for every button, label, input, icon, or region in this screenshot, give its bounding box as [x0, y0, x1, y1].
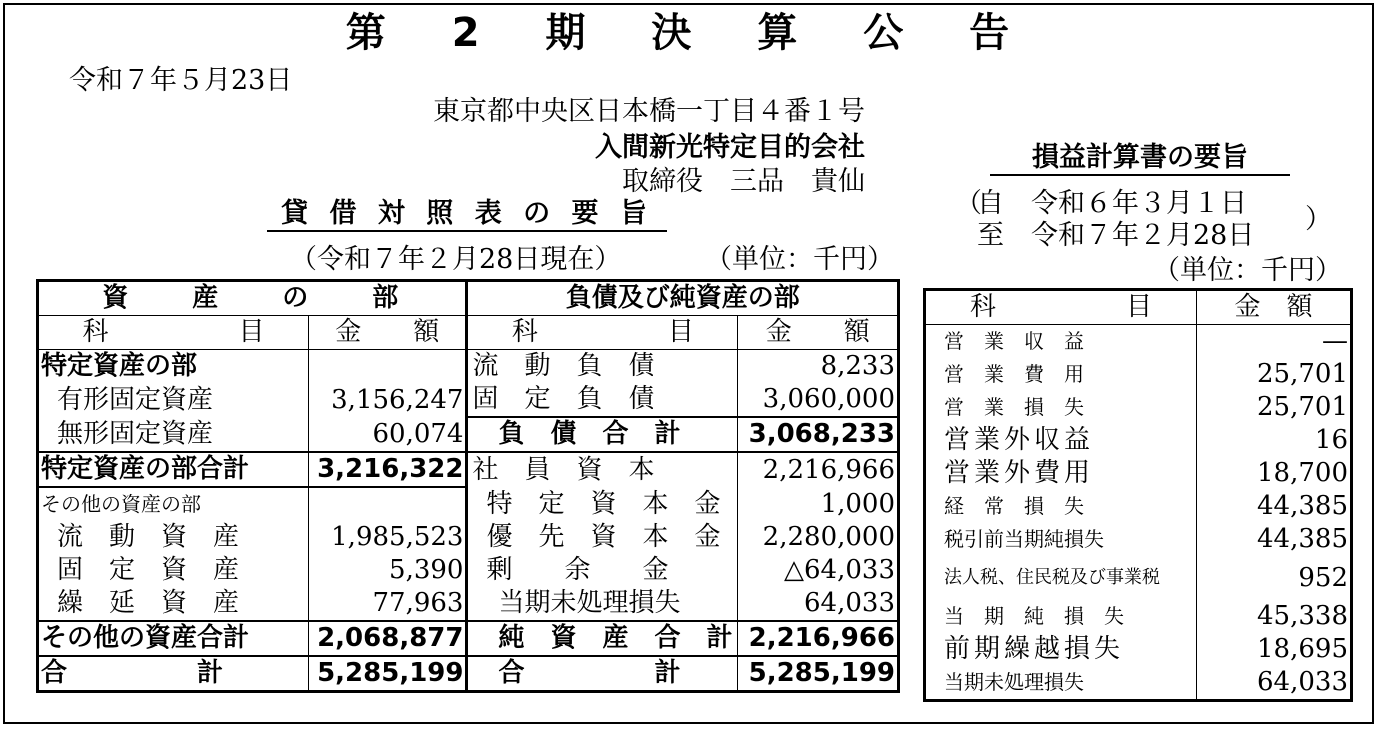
liability-item-amount: 5,285,199	[738, 656, 899, 692]
liability-item-amount: 8,233	[820, 351, 895, 381]
pl-row	[925, 325, 1352, 359]
pl-item-amount: —	[1322, 326, 1348, 356]
income-statement-table	[923, 288, 1353, 702]
bs-row	[38, 587, 899, 621]
liability-item-amount: 3,060,000	[762, 384, 895, 414]
pl-item-label: 前期繰越損失	[925, 633, 1197, 666]
asset-item-amount: 77,963	[308, 587, 467, 621]
pl-row	[925, 358, 1352, 391]
liability-item-label: 合 計	[467, 656, 738, 692]
pl-column-header-row	[925, 290, 1352, 325]
bs-row	[38, 554, 899, 587]
pl-item-amount: 18,700	[1257, 458, 1348, 488]
pl-row	[925, 556, 1352, 600]
pl-item-label: 営 業 費 用	[925, 358, 1197, 391]
bs-row	[38, 487, 899, 521]
pl-item-amount: 44,385	[1257, 524, 1348, 554]
liab-col-item: 科 目	[467, 316, 738, 350]
liability-item-amount: 2,216,966	[738, 621, 899, 656]
liability-item-label: 純 資 産 合 計	[467, 621, 738, 656]
asset-item-amount: 3,156,247	[308, 383, 467, 417]
pl-row	[925, 633, 1352, 666]
asset-item-label: 流 動 資 産	[38, 521, 309, 554]
pl-item-amount: 18,695	[1257, 634, 1348, 664]
pl-item-amount: 64,033	[1257, 667, 1348, 697]
liability-item-amount: △64,033	[784, 555, 895, 585]
bs-unit: （単位：千円）	[705, 244, 894, 275]
asset-item-amount: 3,216,322	[308, 452, 467, 487]
pl-period-open-paren: （	[955, 188, 982, 219]
asset-item-label: 固 定 資 産	[38, 554, 309, 587]
notice-date: 令和７年５月23日	[69, 65, 293, 96]
liability-item-label: 社 員 資 本	[467, 452, 738, 487]
liability-item-label: 流 動 負 債	[467, 350, 738, 384]
pl-item-amount: 45,338	[1257, 601, 1348, 631]
bs-row	[38, 383, 899, 417]
asset-item-amount	[308, 487, 467, 521]
bs-row	[38, 521, 899, 554]
liability-item-amount: 2,216,966	[762, 454, 895, 485]
asset-item-amount	[308, 350, 467, 384]
pl-item-label: 当 期 純 損 失	[925, 600, 1197, 633]
asset-item-label: その他の資産合計	[38, 621, 309, 656]
pl-item-amount: 25,701	[1257, 359, 1348, 389]
asset-item-amount: 1,985,523	[308, 521, 467, 554]
pl-period-close-paren: ）	[1305, 204, 1332, 235]
asset-item-label: 無形固定資産	[38, 417, 309, 452]
pl-row	[925, 457, 1352, 490]
company-name: 入間新光特定目的会社	[595, 132, 865, 163]
pl-row	[925, 424, 1352, 457]
pl-period-from: 自 令和６年３月１日	[977, 188, 1247, 219]
bs-row	[38, 621, 899, 656]
asset-item-amount: 60,074	[308, 417, 467, 452]
liabilities-section-header: 負債及び純資産の部	[467, 281, 899, 316]
pl-col-item: 科 目	[925, 290, 1197, 325]
pl-item-label: 営業外費用	[925, 457, 1197, 490]
pl-item-amount: 25,701	[1257, 392, 1348, 422]
liability-item-label: 優 先 資 本 金	[467, 521, 738, 554]
liability-item-amount: 2,280,000	[762, 522, 895, 552]
bs-row	[38, 656, 899, 692]
bs-as-of: （令和７年２月28日現在）	[290, 244, 622, 275]
liability-item-label: 負 債 合 計	[467, 417, 738, 452]
assets-section-header: 資 産 の 部	[38, 281, 467, 316]
pl-item-label: 経 常 損 失	[925, 490, 1197, 523]
asset-item-amount: 2,068,877	[308, 621, 467, 656]
liability-item-label: 剰 余 金	[467, 554, 738, 587]
liability-item-label: 固 定 負 債	[467, 383, 738, 417]
bs-row	[38, 350, 899, 384]
notice-title: 第 2 期 決 算 公 告	[345, 10, 1036, 56]
liability-item-amount: 3,068,233	[738, 417, 899, 452]
pl-row	[925, 391, 1352, 424]
pl-row	[925, 490, 1352, 523]
company-address: 東京都中央区日本橋一丁目４番１号	[433, 96, 865, 127]
bs-heading: 貸 借 対 照 表 の 要 旨	[267, 198, 667, 232]
asset-item-amount: 5,285,199	[308, 656, 467, 692]
pl-period-to: 至 令和７年２月28日	[977, 220, 1255, 251]
bs-header-row	[38, 281, 899, 316]
pl-row	[925, 523, 1352, 556]
pl-item-label: 当期未処理損失	[925, 666, 1197, 701]
bs-row	[38, 452, 899, 487]
pl-item-amount: 16	[1314, 425, 1348, 455]
asset-item-label: 特定資産の部	[38, 350, 309, 384]
pl-row	[925, 666, 1352, 701]
director-name: 取締役 三品 貴仙	[622, 166, 865, 197]
asset-item-label: 繰 延 資 産	[38, 587, 309, 621]
liab-col-amount: 金 額	[738, 316, 899, 350]
pl-item-amount: 952	[1298, 562, 1348, 593]
liability-item-amount: 1,000	[820, 488, 895, 519]
pl-item-label: 税引前当期純損失	[925, 523, 1197, 556]
assets-col-amount: 金 額	[308, 316, 467, 350]
notice-frame	[3, 3, 1374, 724]
asset-item-label: その他の資産の部	[38, 487, 309, 521]
bs-column-header-row	[38, 316, 899, 350]
asset-item-label: 特定資産の部合計	[38, 452, 309, 487]
bs-row	[38, 417, 899, 452]
liability-item-label: 当期未処理損失	[467, 587, 738, 621]
pl-row	[925, 600, 1352, 633]
balance-sheet-table	[36, 279, 900, 693]
pl-heading: 損益計算書の要旨	[990, 142, 1290, 176]
assets-col-item: 科 目	[38, 316, 309, 350]
pl-item-amount: 44,385	[1257, 491, 1348, 521]
asset-item-amount: 5,390	[308, 554, 467, 587]
pl-item-label: 営 業 損 失	[925, 391, 1197, 424]
pl-item-label: 法人税、住民税及び事業税	[925, 556, 1197, 600]
liability-item-label: 特 定 資 本 金	[467, 487, 738, 521]
asset-item-label: 有形固定資産	[38, 383, 309, 417]
asset-item-label: 合 計	[38, 656, 309, 692]
pl-item-label: 営 業 収 益	[925, 325, 1197, 359]
pl-item-label: 営業外収益	[925, 424, 1197, 457]
pl-col-amount: 金 額	[1196, 290, 1351, 325]
pl-unit: （単位：千円）	[1153, 255, 1342, 286]
liability-item-amount: 64,033	[804, 588, 895, 618]
